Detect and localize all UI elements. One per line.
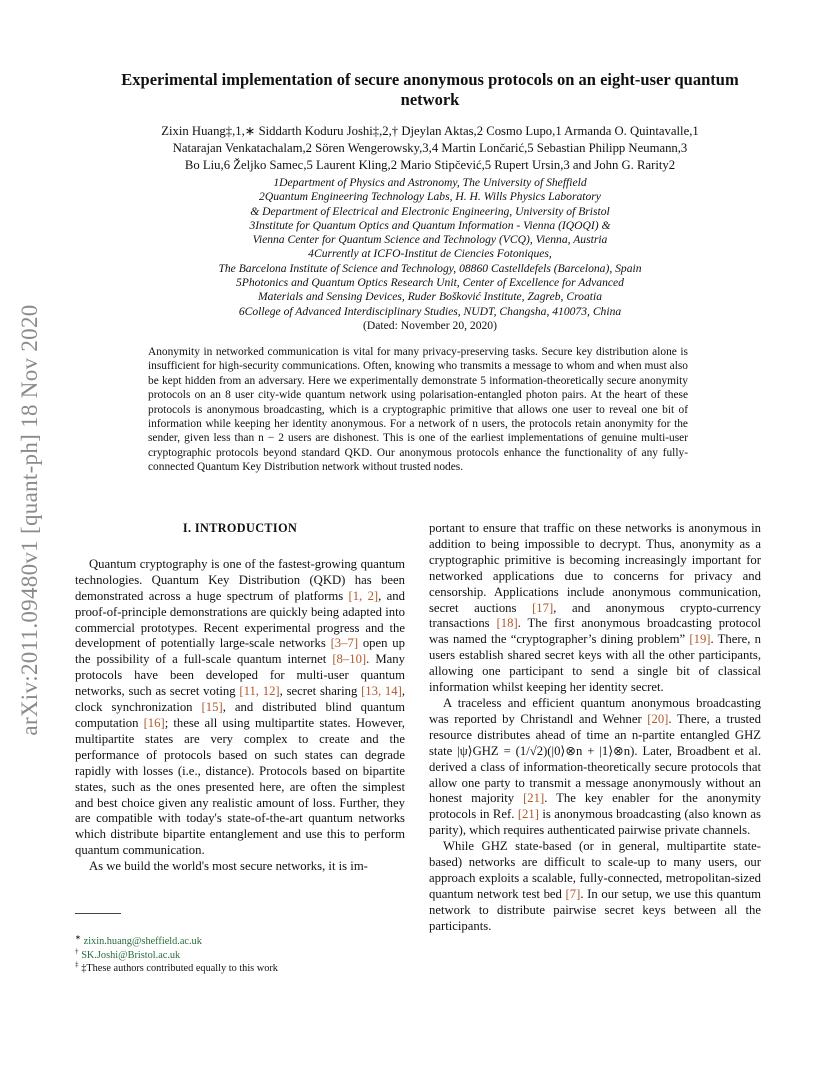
author-line: Zixin Huang‡,1,∗ Siddarth Koduru Joshi‡,2,† Djeylan Aktas,2 Cosmo Lupo,1 Armanda O. Quintavalle,1 [161, 124, 699, 138]
footnote-mark: ∗ [75, 933, 82, 942]
author-list [80, 123, 780, 174]
affiliation-line: 6College of Advanced Interdisciplinary Studies, NUDT, Changsha, 410073, China [238, 304, 622, 318]
citation-link[interactable]: [16] [143, 715, 165, 730]
author-line: Bo Liu,6 Željko Samec,5 Laurent Kling,2 Mario Stipčević,5 Rupert Ursin,3 and John G. Rarity2 [184, 158, 676, 172]
paragraph [429, 696, 761, 839]
paragraph [429, 521, 761, 696]
paragraph [75, 557, 405, 859]
text-run: A traceless and efficient quantum anonymous broadcasting was reported by Christandl and Wehner [429, 695, 761, 726]
affiliation-line: Vienna Center for Quantum Science and Technology (VCQ), Vienna, Austria [252, 233, 608, 247]
footnote-mark: ‡ [75, 960, 79, 969]
text-run: . Many protocols have been developed for multi-user quantum networks, such as secret voting [75, 652, 405, 699]
footnote-rule [75, 913, 121, 914]
author-line: Natarajan Venkatachalam,2 Sören Wengerowsky,3,4 Martin Lončarić,5 Sebastian Philipp Neumann,3 [172, 141, 688, 155]
text-run: ; these all using multipartite states. However, multipartite states are very complex to create and the performance of protocols based on such states can degrade rapidly with losses (i.e., distance). Protocols based on bipartite states, such as the ones presented here, are often the simplest and best choice given any realistic amount of loss. Further, they are compatible with today's state-of-the-art quantum networks which distribute bipartite entanglement and use this to perform quantum communication. [75, 715, 405, 858]
email-link[interactable]: zixin.huang@sheffield.ac.uk [83, 936, 202, 947]
footnote-mark: † [75, 947, 79, 956]
affiliation-line: 1Department of Physics and Astronomy, The University of Sheffield [273, 176, 587, 189]
citation-link[interactable]: [21] [523, 791, 545, 806]
arxiv-sidebar [8, 270, 52, 770]
text-run: , and proof-of-principle demonstrations are quickly being adapted into commercial prototypes. Recent experimental progress and the development of potentially large-scale networks [75, 588, 405, 651]
affiliation-line: & Department of Electrical and Electronic Engineering, University of Bristol [250, 204, 610, 218]
text-run: . There, n users establish shared secret keys with all the other participants, allowing one participant to send a single bit of classical information whilst keeping her identity secret. [429, 632, 761, 695]
citation-link[interactable]: [21] [517, 807, 539, 822]
footnote [75, 935, 405, 949]
footnote-text: ‡These authors contributed equally to this work [81, 963, 278, 974]
left-column [75, 521, 405, 875]
footnotes [75, 935, 405, 976]
text-run: , and anonymous crypto-currency transactions [429, 600, 761, 631]
citation-link[interactable]: [17] [532, 600, 554, 615]
affiliation-list [100, 176, 760, 333]
text-run: open up the possibility of a full-scale quantum internet [75, 636, 405, 667]
text-run: . There, a trusted resource distributes ahead of time an n-partite entangled GHZ state |ψ⟩GHZ = (1/√2)(|0⟩⊗n + |1⟩⊗n). Later, Broadbent et al. derived a class of information-theoretically secure protocols that allow one party to transmit a message anonymously without an honest majority [429, 711, 762, 806]
text-run: . The first anonymous broadcasting protocol was named the “cryptographer’s dining problem” [429, 616, 761, 647]
text-run: portant to ensure that traffic on these networks is anonymous in addition to being impossible to decrypt. Thus, anonymity as a cryptographic primitive is becoming increasingly important for networked applications due to concerns for privacy and censorship. Applications include anonymous communication, secret auctions [429, 521, 761, 615]
citation-link[interactable]: [20] [647, 711, 669, 726]
text-run: , secret sharing [279, 684, 362, 699]
email-link[interactable]: SK.Joshi@Bristol.ac.uk [81, 949, 181, 961]
citation-link[interactable]: [13, 14] [361, 684, 402, 699]
citation-link[interactable]: [3–7] [330, 636, 359, 651]
text-run: , clock synchronization [75, 684, 405, 715]
text-run: . In our setup, we use this quantum network to distribute pairwise secret keys between all the participants. [429, 886, 761, 933]
right-column [429, 521, 761, 935]
text-run: . The key enabler for the anonymity protocols in Ref. [429, 791, 761, 822]
citation-link[interactable]: [7] [565, 886, 581, 901]
text-run: While GHZ state-based (or in general, multipartite state-based) networks are difficult to scale-up to many users, our approach exploits a scalable, fully-connected, metropolitan-sized quantum network test bed [429, 839, 761, 901]
citation-link[interactable]: [18] [496, 616, 518, 631]
affiliation-line: The Barcelona Institute of Science and Technology, 08860 Castelldefels (Barcelona), Spain [218, 261, 642, 275]
dated-line: (Dated: November 20, 2020) [363, 318, 497, 332]
footnote [75, 962, 405, 976]
citation-link[interactable]: [19] [689, 632, 711, 647]
paragraph: As we build the world's most secure networks, it is im- [89, 859, 368, 874]
section-heading: I. INTRODUCTION [182, 521, 298, 535]
citation-link[interactable]: [15] [201, 700, 223, 715]
citation-link[interactable]: [8–10] [332, 652, 367, 667]
affiliation-line: 3Institute for Quantum Optics and Quantum Information - Vienna (IQOQI) & [249, 218, 611, 232]
arxiv-identifier: arXiv:2011.09480v1 [quant-ph] 18 Nov 2020 [17, 304, 42, 736]
abstract: Anonymity in networked communication is vital for many privacy-preserving tasks. Secure key distribution alone is insufficient for high-security communications. Often, knowing who transmits a message to whom and when must also be kept hidden from an adversary. Here we experimentally demonstrate 5 information-theoretically secure anonymity protocols on an 8 user city-wide quantum network using polarisation-entangled photon pairs. At the heart of these protocols is anonymous broadcasting, which is a cryptographic primitive that allows one user to reveal one bit of information while keeping her identity anonymous. For a network of n users, the protocols retain anonymity for the sender, given less than n − 2 users are dishonest. This is one of the earliest implementations of genuine multi-user cryptographic protocols beyond standard QKD. Our anonymous protocols enhance the functionality of any fully-connected Quantum Key Distribution network without trusted nodes. [148, 346, 688, 474]
paper-title: Experimental implementation of secure anonymous protocols on an eight-user quantum network [121, 70, 739, 109]
text-run: , and distributed blind quantum computation [75, 700, 405, 730]
affiliation-line: 5Photonics and Quantum Optics Research Unit, Center of Excellence for Advanced [236, 276, 624, 290]
text-run: Quantum cryptography is one of the fastest-growing quantum technologies. Quantum Key Distribution (QKD) has been demonstrated across a huge spectrum of platforms [75, 556, 405, 603]
citation-link[interactable]: [11, 12] [239, 684, 280, 699]
text-run: is anonymous broadcasting (also known as parity), which requires authenticated pairwise private channels. [429, 807, 761, 838]
affiliation-line: 4Currently at ICFO-Institut de Ciencies Fotoniques, [308, 247, 552, 261]
footnote [75, 949, 405, 963]
paragraph [429, 839, 761, 934]
citation-link[interactable]: [1, 2] [348, 588, 379, 603]
affiliation-line: 2Quantum Engineering Technology Labs, H. H. Wills Physics Laboratory [259, 190, 601, 204]
affiliation-line: Materials and Sensing Devices, Ruder Bošković Institute, Zagreb, Croatia [257, 290, 602, 304]
